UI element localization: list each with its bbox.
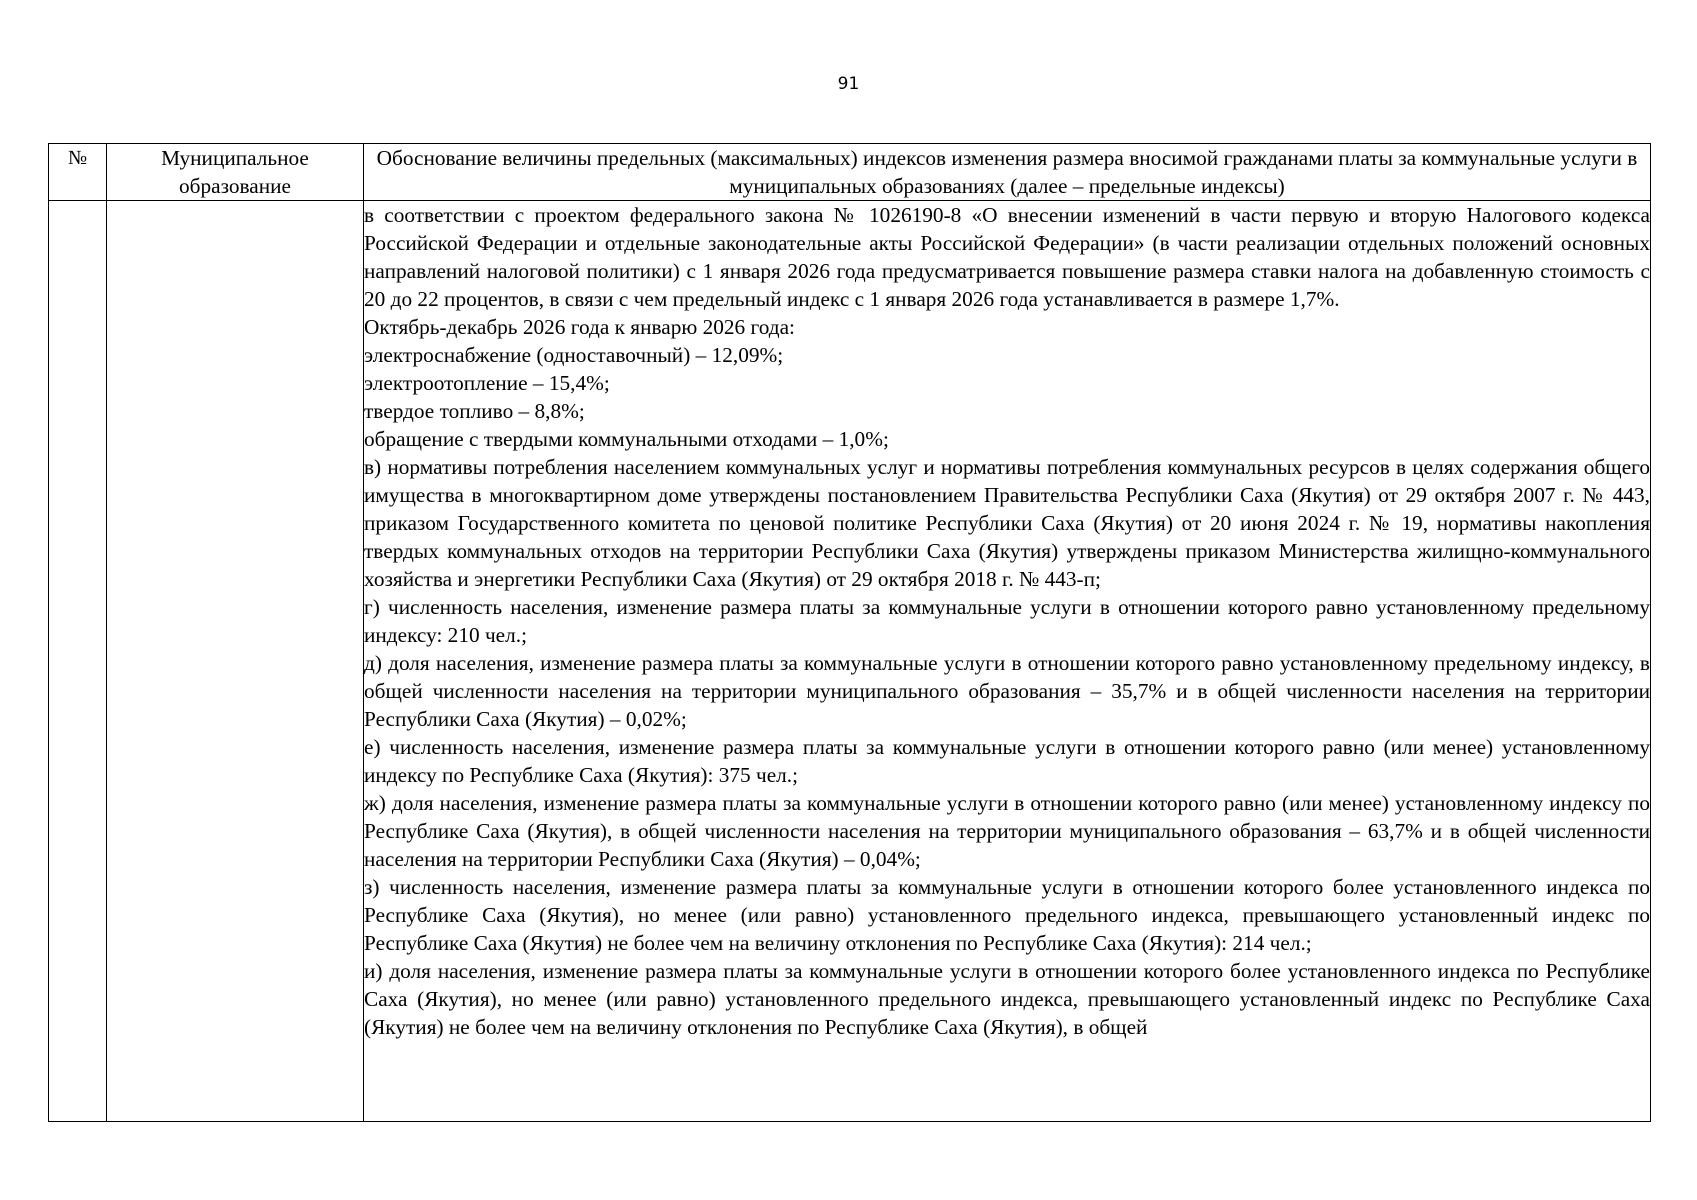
column-header-justification: Обоснование величины предельных (максимальных) индексов изменения размера вносимой гражданами платы за коммунальные услуги в муниципальных образованиях (далее – предельные индексы)	[364, 144, 1651, 201]
table-row	[49, 201, 1651, 1122]
paragraph-electric-heating: электроотопление – 15,4%;	[364, 371, 610, 395]
cell-number	[49, 201, 107, 1122]
table-header-row	[49, 144, 1651, 201]
paragraph-item-z: з) численность населения, изменение размера платы за коммунальные услуги в отношении которого более установленного индекса по Республике Саха (Якутия), но менее (или равно) установленного предельного индекса, превышающего установленный индекс по Республике Саха (Якутия) не более чем на величину отклонения по Республике Саха (Якутия): 214 чел.;	[364, 875, 1650, 955]
paragraph-period: Октябрь-декабрь 2026 года к январю 2026 года:	[364, 315, 795, 339]
paragraph-vat-increase: в соответствии с проектом федерального закона № 1026190-8 «О внесении изменений в части первую и вторую Налогового кодекса Российской Федерации и отдельные законодательные акты Российской Федерации» (в части реализации отдельных положений основных направлений налоговой политики) с 1 января 2026 года предусматривается повышение размера ставки налога на добавленную стоимость с 20 до 22 процентов, в связи с чем предельный индекс с 1 января 2026 года устанавливается в размере 1,7%.	[364, 203, 1650, 311]
justification-table	[48, 143, 1651, 1122]
cell-municipality	[107, 201, 364, 1122]
paragraph-item-e: е) численность населения, изменение размера платы за коммунальные услуги в отношении которого равно (или менее) установленному индексу по Республике Саха (Якутия): 375 чел.;	[364, 735, 1650, 787]
paragraph-item-v: в) нормативы потребления населением коммунальных услуг и нормативы потребления коммунальных ресурсов в целях содержания общего имущества в многоквартирном доме утверждены постановлением Правительства Республики Саха (Якутия) от 29 октября 2007 г. № 443, приказом Государственного комитета по ценовой политике Республики Саха (Якутия) от 20 июня 2024 г. № 19, нормативы накопления твердых коммунальных отходов на территории Республики Саха (Якутия) утверждены приказом Министерства жилищно-коммунального хозяйства и энергетики Республики Саха (Якутия) от 29 октября 2018 г. № 443-п;	[364, 455, 1650, 591]
paragraph-item-i: и) доля населения, изменение размера платы за коммунальные услуги в отношении которого более установленного индекса по Республике Саха (Якутия), но менее (или равно) установленного предельного индекса, превышающего установленный индекс по Республике Саха (Якутия) не более чем на величину отклонения по Республике Саха (Якутия), в общей	[364, 959, 1650, 1039]
paragraph-solid-fuel: твердое топливо – 8,8%;	[364, 399, 585, 423]
paragraph-item-g: г) численность населения, изменение размера платы за коммунальные услуги в отношении которого равно установленному предельному индексу: 210 чел.;	[364, 595, 1650, 647]
paragraph-item-zh: ж) доля населения, изменение размера платы за коммунальные услуги в отношении которого равно (или менее) установленному индексу по Республике Саха (Якутия), в общей численности населения на территории муниципального образования – 63,7% и в общей численности населения на территории Республики Саха (Якутия) – 0,04%;	[364, 791, 1650, 871]
column-header-number: №	[49, 144, 107, 201]
paragraph-item-d: д) доля населения, изменение размера платы за коммунальные услуги в отношении которого равно установленному предельному индексу, в общей численности населения на территории муниципального образования – 35,7% и в общей численности населения на территории Республики Саха (Якутия) – 0,02%;	[364, 651, 1650, 731]
column-header-municipality: Муниципальное образование	[107, 144, 364, 201]
page-number: 91	[837, 74, 860, 94]
paragraph-solid-waste: обращение с твердыми коммунальными отходами – 1,0%;	[364, 427, 889, 451]
cell-justification	[364, 201, 1651, 1122]
paragraph-electricity: электроснабжение (одноставочный) – 12,09%;	[364, 343, 784, 367]
